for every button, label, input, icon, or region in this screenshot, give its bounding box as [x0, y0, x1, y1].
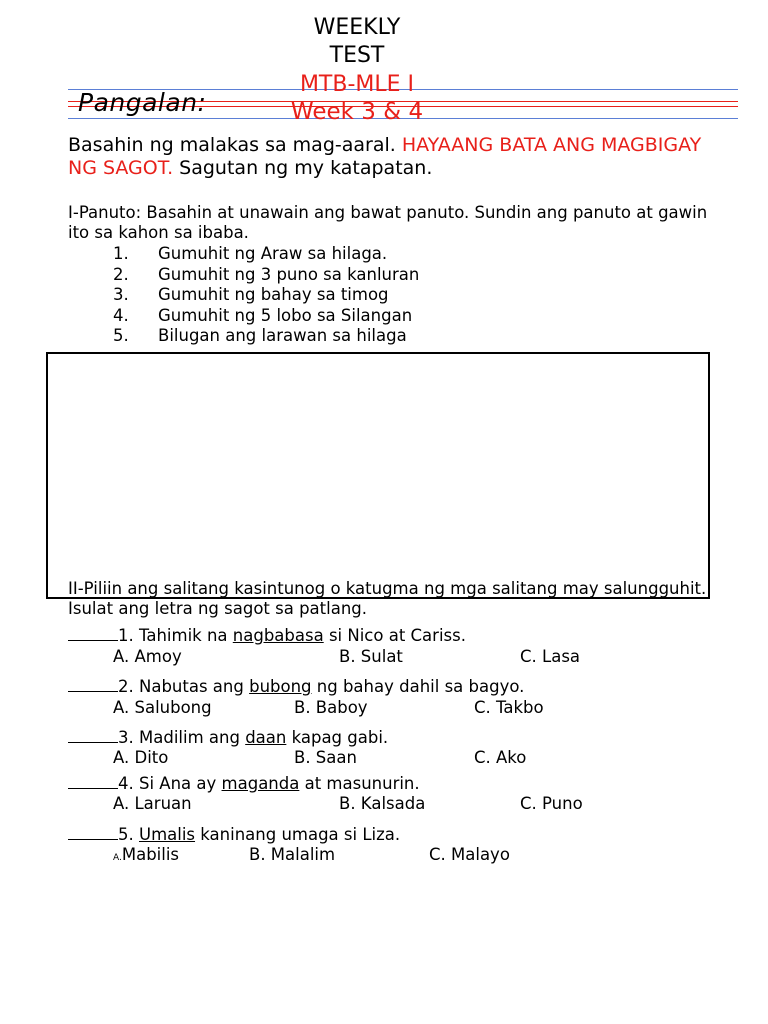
q4-option-a: A. Laruan: [113, 794, 192, 813]
underlined-word: bubong: [249, 677, 312, 696]
answer-blank-2[interactable]: [68, 677, 118, 692]
underlined-word: daan: [245, 728, 287, 747]
question-5: 5. Umalis kaninang umaga si Liza.: [68, 825, 400, 845]
title-weekly: WEEKLY: [313, 15, 401, 40]
q4-option-b: B. Kalsada: [339, 794, 426, 813]
q5-option-a-text: Mabilis: [121, 845, 180, 864]
week-title: Week 3 & 4: [290, 99, 424, 125]
q1-option-c: C. Lasa: [520, 647, 581, 666]
q4-option-c: C. Puno: [520, 794, 583, 813]
answer-blank-5[interactable]: [68, 825, 118, 840]
underlined-word: nagbabasa: [232, 626, 324, 645]
question-1: 1. Tahimik na nagbabasa si Nico at Cariss.: [68, 626, 466, 646]
q3-option-c: C. Ako: [474, 748, 527, 767]
q2-option-a: A. Salubong: [113, 698, 212, 717]
list-item: 2. Gumuhit ng 3 puno sa kanluran: [113, 264, 420, 284]
question-4: 4. Si Ana ay maganda at masunurin.: [68, 774, 420, 794]
q1-option-a: A. Amoy: [113, 647, 182, 666]
intro-part1: Basahin ng malakas sa mag-aaral.: [68, 134, 402, 156]
question-2: 2. Nabutas ang bubong ng bahay dahil sa bagyo.: [68, 677, 524, 697]
name-label: Pangalan:: [78, 88, 207, 117]
q5-option-b: B. Malalim: [249, 845, 336, 864]
list-item: 1. Gumuhit ng Araw sa hilaga.: [113, 244, 388, 263]
question-3: 3. Madilim ang daan kapag gabi.: [68, 728, 388, 748]
list-item: 5. Bilugan ang larawan sa hilaga: [113, 326, 407, 345]
q3-option-b: B. Saan: [294, 748, 357, 767]
intro-red-instruction: HAYAANG BATA ANG MAGBIGAY NG SAGOT.: [68, 134, 702, 179]
q2-option-b: B. Baboy: [294, 698, 368, 717]
q5-option-a-letter: A.: [113, 853, 122, 863]
answer-blank-4[interactable]: [68, 774, 118, 789]
intro-part3: Sagutan ng my katapatan.: [173, 157, 433, 179]
list-item: 4. Gumuhit ng 5 lobo sa Silangan: [113, 305, 413, 325]
answer-blank-3[interactable]: [68, 728, 118, 743]
list-item: 3. Gumuhit ng bahay sa timog: [113, 285, 389, 304]
title-test: TEST: [329, 43, 385, 68]
underlined-word: maganda: [221, 774, 300, 793]
underlined-word: Umalis: [139, 825, 196, 844]
section1-list: [113, 244, 419, 347]
q5-option-c: C. Malayo: [429, 845, 510, 864]
subject-title: MTB-MLE I: [299, 72, 415, 97]
q2-option-c: C. Takbo: [474, 698, 544, 717]
section2-instruction: II-Piliin ang salitang kasintunog o katugma ng mga salitang may salungguhit. Isulat ang letra ng sagot sa patlang.: [68, 579, 707, 618]
q1-option-b: B. Sulat: [339, 647, 403, 666]
answer-blank-1[interactable]: [68, 626, 118, 641]
drawing-box[interactable]: [46, 352, 710, 599]
q3-option-a: A. Dito: [113, 748, 169, 767]
q5-option-a: [113, 845, 179, 868]
intro-text: [68, 134, 728, 180]
section1-instruction: I-Panuto: Basahin at unawain ang bawat panuto. Sundin ang panuto at gawin ito sa kahon sa ibaba.: [68, 203, 708, 242]
